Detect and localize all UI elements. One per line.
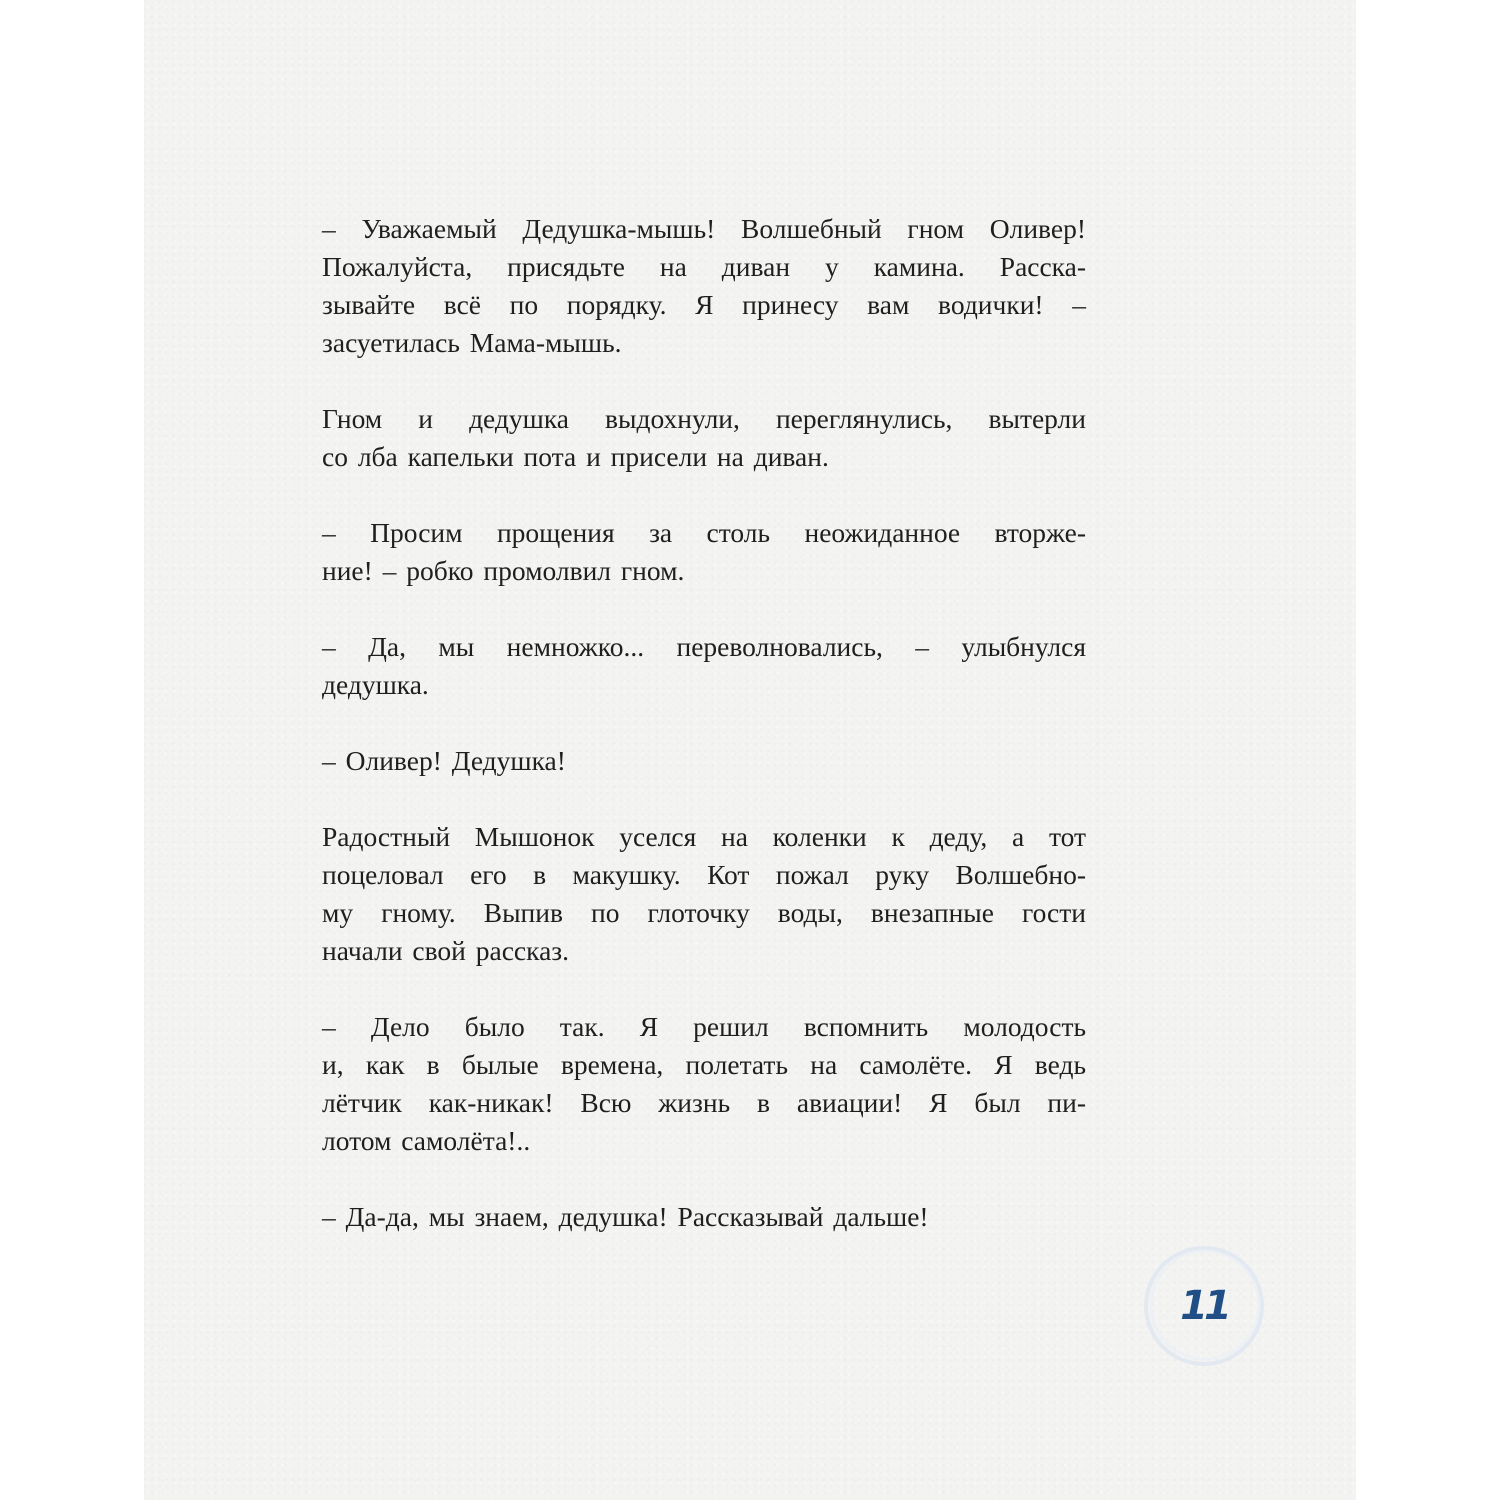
text-line: начали свой рассказ. [322,935,570,966]
text-line: – Просим прощения за столь неожиданное вторже- [322,517,1086,548]
text-block [322,210,1086,1236]
paragraph-4 [322,628,1086,704]
text-line: и, как в былые времена, полетать на самолёте. Я ведь [322,1049,1086,1080]
text-line: дедушка. [322,669,429,700]
text-line: му гному. Выпив по глоточку воды, внезапные гости [322,897,1086,928]
text-line: – Уважаемый Дедушка-мышь! Волшебный гном Оливер! [322,213,1086,244]
text-line: – Да-да, мы знаем, дедушка! Рассказывай дальше! [322,1201,929,1232]
text-line: лётчик как-никак! Всю жизнь в авиации! Я был пи- [322,1087,1086,1118]
text-line: зывайте всё по порядку. Я принесу вам водички! – [322,289,1086,320]
paragraph-2 [322,400,1086,476]
paragraph-8 [322,1198,1086,1236]
text-line: Пожалуйста, присядьте на диван у камина. Расска- [322,251,1086,282]
paragraph-6 [322,818,1086,970]
text-line: – Оливер! Дедушка! [322,745,566,776]
paragraph-1 [322,210,1086,362]
text-line: Радостный Мышонок уселся на коленки к деду, а тот [322,821,1086,852]
page-number-badge [1140,1242,1268,1370]
text-line: поцеловал его в макушку. Кот пожал руку Волшебно- [322,859,1086,890]
paragraph-3 [322,514,1086,590]
text-line: – Да, мы немножко... переволновались, – улыбнулся [322,631,1086,662]
text-line: со лба капельки пота и присели на диван. [322,441,829,472]
text-line: – Дело было так. Я решил вспомнить молодость [322,1011,1086,1042]
text-line: засуетилась Мама-мышь. [322,327,622,358]
paragraph-7 [322,1008,1086,1160]
book-page [144,0,1356,1500]
text-line: ние! – робко промолвил гном. [322,555,685,586]
text-line: Гном и дедушка выдохнули, переглянулись, вытерли [322,403,1086,434]
paragraph-5 [322,742,1086,780]
page-number: 11 [1180,1283,1228,1329]
text-line: лотом самолёта!.. [322,1125,531,1156]
